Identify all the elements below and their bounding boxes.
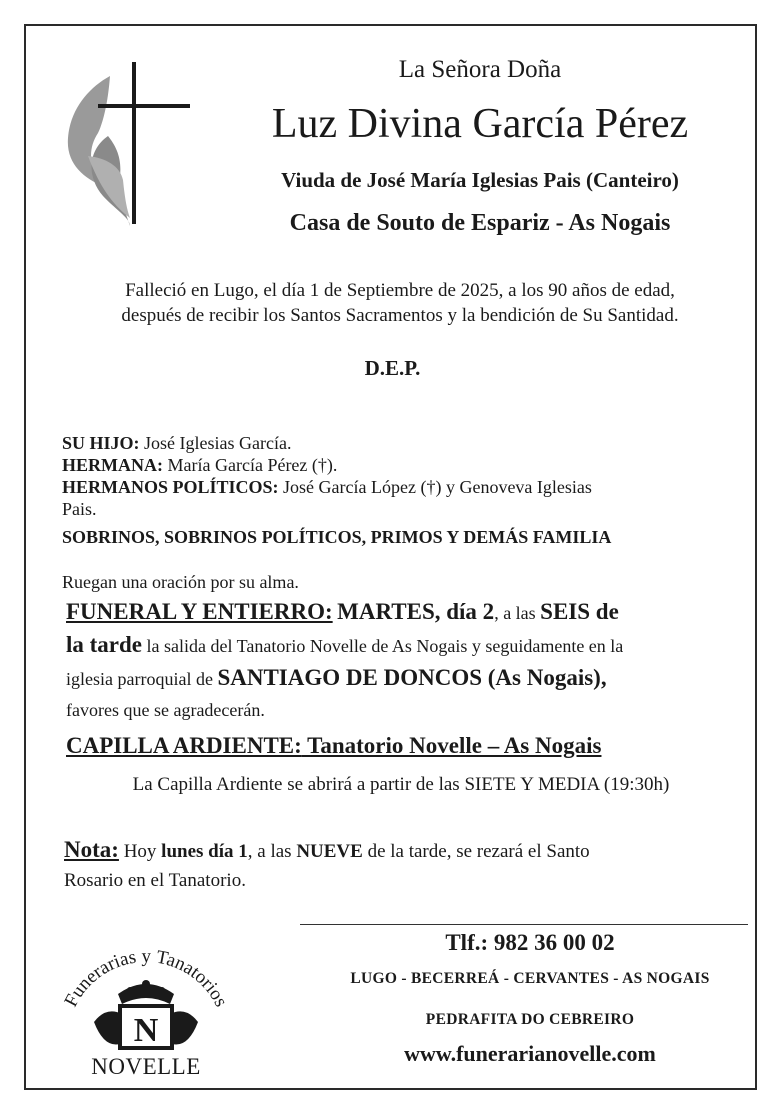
nota-block (64, 835, 744, 895)
footer-divider (300, 924, 748, 925)
widow-line: Viuda de José María Iglesias Pais (Canteiro) (281, 168, 679, 192)
inlaws-label: HERMANOS POLÍTICOS: (62, 477, 279, 497)
nota-t1: Hoy (118, 841, 162, 862)
towns-line-1: LUGO - BECERREÁ - CERVANTES - AS NOGAIS (350, 970, 710, 987)
cross-flame-emblem (58, 58, 193, 228)
funeral-details (66, 596, 746, 726)
logo-crest (94, 980, 198, 1049)
prayer-request: Ruegan una oración por su alma. (62, 572, 299, 592)
funeral-heading: FUNERAL Y ENTIERRO: (66, 599, 333, 624)
family-list (62, 432, 742, 548)
son-label: SU HIJO: (62, 433, 140, 453)
death-line-1: Falleció en Lugo, el día 1 de Septiembre de 2025, a los 90 años de edad, (125, 280, 675, 301)
funeral-day: MARTES, día 2 (337, 599, 495, 624)
logo-arc-text: Funerarias y Tanatorios (60, 945, 232, 1011)
nota-t2: , a las (247, 841, 297, 862)
logo-letter: N (133, 1012, 159, 1049)
funeral-church: SANTIAGO DE DONCOS (As Nogais), (217, 665, 607, 690)
capilla-heading-line (66, 733, 736, 759)
family-son (62, 432, 742, 454)
logo-name: NOVELLE (91, 1054, 201, 1079)
funeral-hour-1: SEIS de (540, 599, 619, 624)
death-statement (60, 278, 740, 328)
funeral-hour-2: la tarde (66, 632, 143, 657)
capilla-heading: CAPILLA ARDIENTE: (66, 733, 302, 758)
website[interactable]: www.funerarianovelle.com (404, 1041, 656, 1066)
capilla-place: Tanatorio Novelle – As Nogais (301, 733, 602, 758)
family-inlaws (62, 476, 742, 498)
sister-value: María García Pérez (†). (163, 455, 338, 475)
funeral-text-1: la salida del Tanatorio Novelle de As Nogais y seguidamente en la (142, 636, 624, 656)
deceased-name: Luz Divina García Pérez (271, 101, 689, 147)
nota-label: Nota: (64, 837, 119, 862)
sister-label: HERMANA: (62, 455, 163, 475)
son-value: José Iglesias García. (139, 433, 292, 453)
inlaws-value: José García López (†) y Genoveva Iglesias (278, 477, 592, 497)
family-inlaws-cont: Pais. (62, 499, 97, 519)
nota-t3: de la tarde, se rezará el Santo (362, 841, 590, 862)
dep: D.E.P. (364, 356, 421, 380)
family-sister (62, 454, 742, 476)
nota-b2: NUEVE (296, 841, 363, 862)
phone: Tlf.: 982 36 00 02 (445, 930, 615, 955)
death-line-2: después de recibir los Santos Sacramentos y la bendición de Su Santidad. (121, 305, 679, 326)
funeral-text-3: favores que se agradecerán. (66, 700, 265, 720)
notice-intro: La Señora Doña (398, 56, 562, 83)
house-line: Casa de Souto de Espariz - As Nogais (289, 210, 671, 236)
family-others: SOBRINOS, SOBRINOS POLÍTICOS, PRIMOS Y DEMÁS FAMILIA (62, 527, 612, 547)
funeral-text-2: iglesia parroquial de (66, 669, 218, 689)
nota-line-2: Rosario en el Tanatorio. (64, 870, 246, 891)
towns-line-2: PEDRAFITA DO CEBREIRO (425, 1011, 635, 1028)
capilla-text: La Capilla Ardiente se abrirá a partir de las SIETE Y MEDIA (19:30h) (132, 774, 670, 795)
funeral-at: , a las (494, 603, 541, 623)
nota-b1: lunes día 1 (161, 841, 248, 862)
